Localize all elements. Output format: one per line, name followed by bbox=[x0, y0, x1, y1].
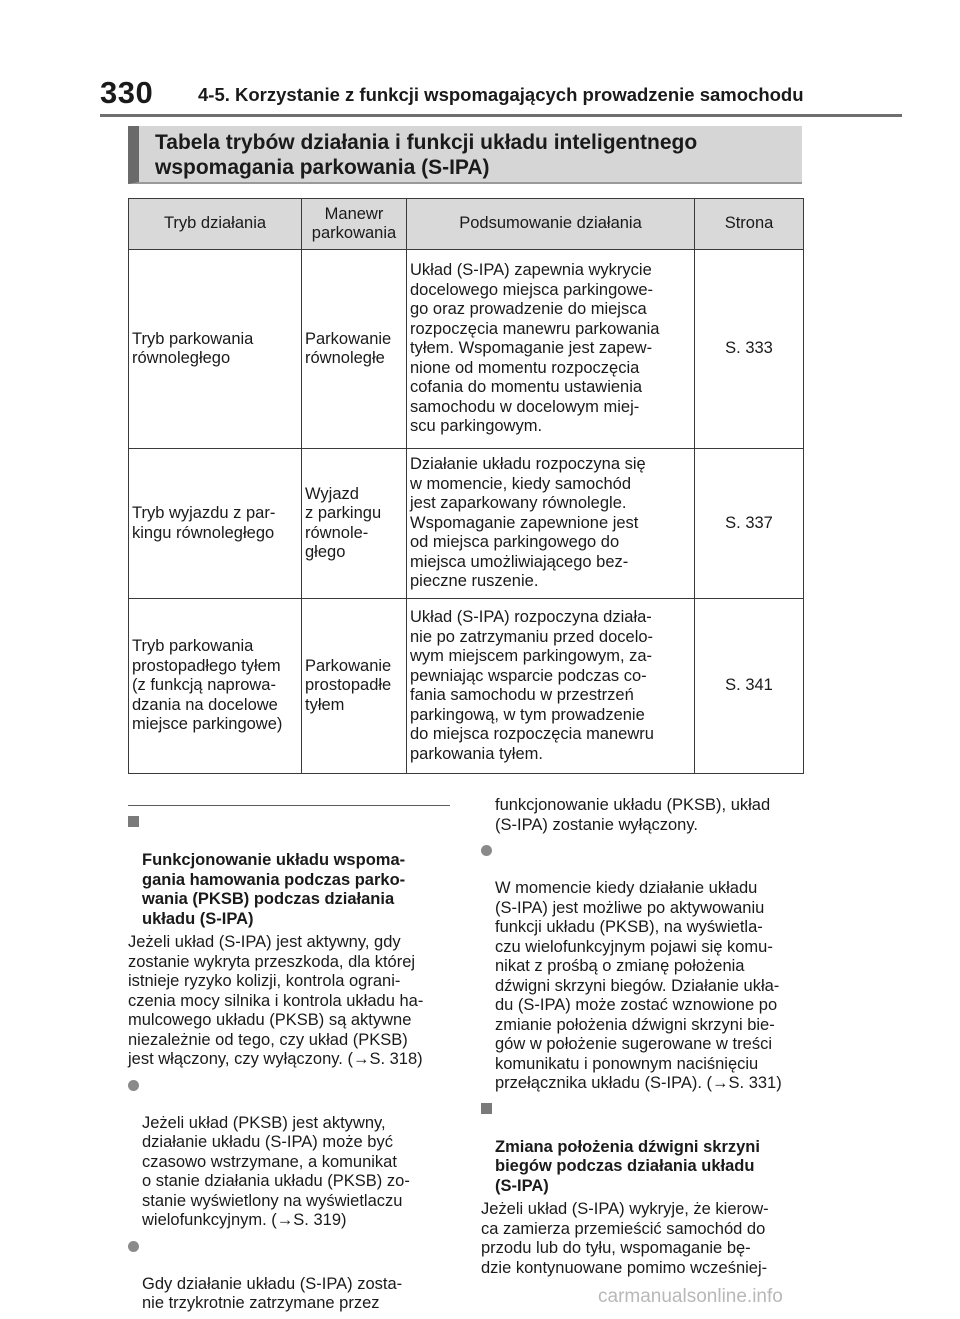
square-bullet-icon bbox=[128, 816, 139, 827]
bullet-text: Jeżeli układ (PKSB) jest aktywny, działanie układu (S-IPA) może być czasowo wstrzymane, a komunikat o stanie działania układu (PKSB) zo- stanie wyświetlony na wyświetlaczu wielofunkcyjnym. (→S. 319) bbox=[142, 1113, 410, 1229]
watermark: carmanualsonline.info bbox=[598, 1286, 783, 1307]
cell-summary: Układ (S-IPA) zapewnia wykrycie docelowego miejsca parkingowe- go oraz prowadzenie do miejsca rozpoczęcia manewru parkowania tyłem. Wspomaganie jest zapew- nione od momentu rozpoczęcia cofania do momentu ustawienia samochodu w docelowym miej- scu parkingowym. bbox=[407, 250, 695, 449]
cell-mode: Tryb parkowania równoległego bbox=[129, 250, 302, 449]
circle-bullet-icon bbox=[481, 845, 492, 856]
header-summary: Podsumowanie działania bbox=[407, 199, 695, 250]
table-row bbox=[129, 449, 804, 599]
running-head: 4-5. Korzystanie z funkcji wspomagających prowadzenie samochodu bbox=[198, 84, 804, 105]
heading-text: Zmiana położenia dźwigni skrzyni biegów podczas działania układu (S-IPA) bbox=[495, 1137, 760, 1195]
left-column bbox=[128, 805, 450, 1319]
circle-bullet-icon bbox=[128, 1241, 139, 1252]
header-rule bbox=[100, 114, 902, 117]
subsection-heading-pksb bbox=[128, 812, 450, 929]
cell-mode: Tryb parkowania prostopadłego tyłem (z funkcją naprowa- dzania na docelowe miejsce parkingowe) bbox=[129, 599, 302, 774]
table-row bbox=[129, 250, 804, 449]
page-number: 330 bbox=[100, 75, 154, 110]
bullet-item bbox=[481, 840, 803, 1094]
cell-summary: Działanie układu rozpoczyna się w momencie, kiedy samochód jest zaparkowany równolegle. Wspomaganie zapewnione jest od miejsca parkingowego do miejsca umożliwiającego bez- pieczne ruszenie. bbox=[407, 449, 695, 599]
paragraph: Jeżeli układ (S-IPA) wykryje, że kierow- ca zamierza przemieścić samochód do przodu lub do tyłu, wspomaganie bę- dzie kontynuowane pomimo wcześniej- bbox=[481, 1200, 769, 1277]
header-mode: Tryb działania bbox=[129, 199, 302, 250]
cell-maneuver: Parkowanie prostopadłe tyłem bbox=[302, 599, 407, 774]
header-page: Strona bbox=[695, 199, 804, 250]
subsection-rule bbox=[128, 805, 450, 806]
heading-text: Funkcjonowanie układu wspoma- gania hamowania podczas parko- wania (PKSB) podczas działania układu (S-IPA) bbox=[142, 851, 406, 928]
cell-page: S. 341 bbox=[695, 599, 804, 774]
circle-bullet-icon bbox=[128, 1080, 139, 1091]
bullet-text: W momencie kiedy działanie układu (S-IPA) jest możliwe po aktywowaniu funkcji układu (PKSB), na wyświetla- czu wielofunkcyjnym pojawi się komu- nikat z prośbą o zmianę położenia dźwigni skrzyni biegów. Działanie ukła- du (S-IPA) może zostać wznowione po zmianie położenia dźwigni skrzyni bie- gów w położenie sugerowane w treści komunikatu i ponownym naciśnięciu przełącznika układu (S-IPA). (→S. 331) bbox=[495, 879, 782, 1092]
bullet-text: Gdy działanie układu (S-IPA) zosta- nie trzykrotnie zatrzymane przez bbox=[142, 1274, 403, 1312]
section-title-box bbox=[128, 126, 802, 184]
cell-maneuver: Parkowanie równoległe bbox=[302, 250, 407, 449]
paragraph: Jeżeli układ (S-IPA) jest aktywny, gdy zostanie wykryta przeszkoda, dla której istnieje ryzyko kolizji, kontrola ograni- czenia mocy silnika i kontrola układu ha- mulcowego układu (PKSB) są aktywne niezależnie od tego, czy układ (PKSB) jest włączony, czy wyłączony. (→S. 318) bbox=[128, 933, 424, 1068]
cell-summary: Układ (S-IPA) rozpoczyna działa- nie po zatrzymaniu przed docelo- wym miejscem parkingowym, za- pewniając wsparcie podczas co- fania samochodu w przestrzeń parkingową, w tym prowadzenie do miejsca rozpoczęcia manewru parkowania tyłem. bbox=[407, 599, 695, 774]
square-bullet-icon bbox=[481, 1103, 492, 1114]
modes-table bbox=[128, 198, 804, 774]
cell-mode: Tryb wyjazdu z par- kingu równoległego bbox=[129, 449, 302, 599]
right-column bbox=[481, 796, 803, 1283]
cell-page: S. 333 bbox=[695, 250, 804, 449]
section-title: Tabela trybów działania i funkcji układu inteligentnego wspomagania parkowania (S-IPA) bbox=[155, 131, 698, 179]
bullet-item bbox=[128, 1075, 450, 1231]
header-maneuver: Manewr parkowania bbox=[302, 199, 407, 250]
subsection-heading-gear bbox=[481, 1099, 803, 1197]
cell-maneuver: Wyjazd z parkingu równole- głego bbox=[302, 449, 407, 599]
table-row bbox=[129, 599, 804, 774]
bullet-continuation: funkcjonowanie układu (PKSB), układ (S-IPA) zostanie wyłączony. bbox=[495, 796, 771, 834]
table-header-row bbox=[129, 199, 804, 250]
cell-page: S. 337 bbox=[695, 449, 804, 599]
bullet-item bbox=[128, 1236, 450, 1314]
